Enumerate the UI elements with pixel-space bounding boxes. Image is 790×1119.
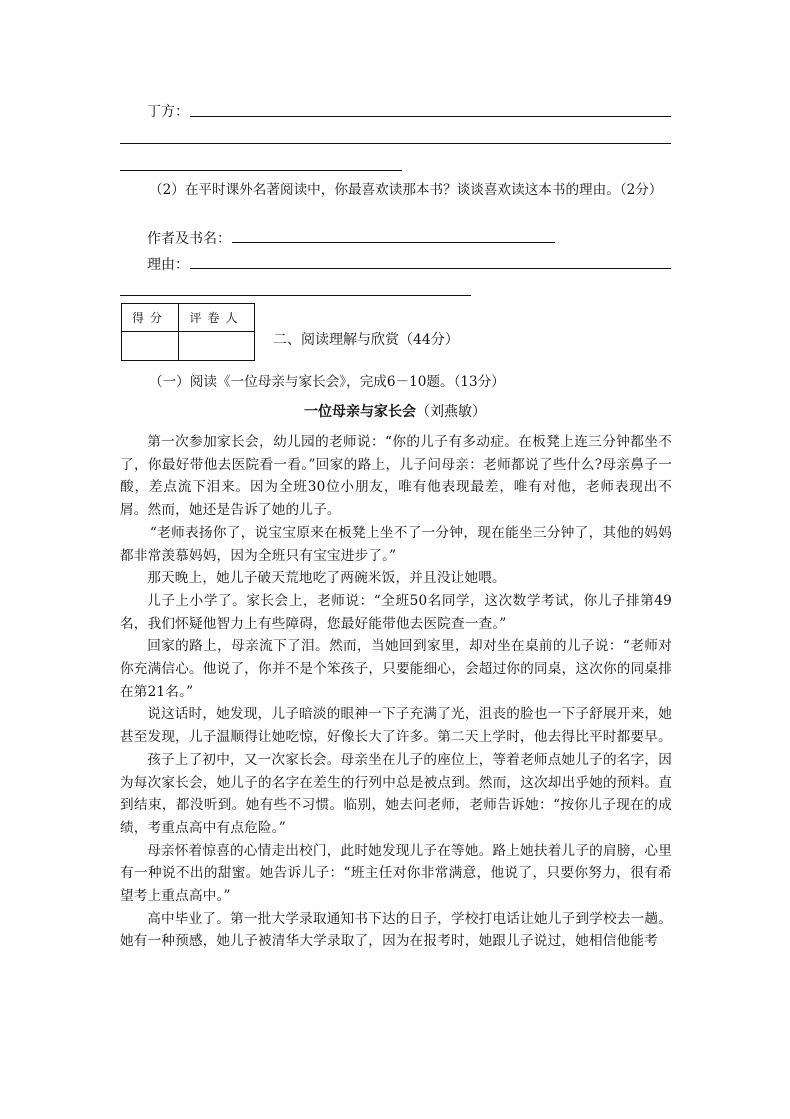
- score-table: [121, 303, 255, 361]
- author-answer-line[interactable]: [232, 242, 555, 243]
- reason-label: 理由：: [147, 257, 189, 273]
- question-2: （2）在平时课外名著阅读中，你最喜欢读那本书？谈谈喜欢读这本书的理由。（2分）: [149, 182, 663, 198]
- paragraph: “老师表扬你了，说宝宝原来在板凳上坐不了一分钟，现在能坐三分钟了，其他的妈妈都非常羡慕妈妈，因为全班只有宝宝进步了。”: [120, 524, 672, 564]
- answer-line-3[interactable]: [120, 170, 402, 171]
- paragraph: 高中毕业了。第一批大学录取通知书下达的日子，学校打电话让她儿子到学校去一趟。她有一种预感，她儿子被清华大学录取了，因为在报考时，她跟儿子说过，她相信他能考: [120, 910, 672, 950]
- paragraph: 第一次参加家长会，幼儿园的老师说：“你的儿子有多动症。在板凳上连三分钟都坐不了，你最好带他去医院看一看。”回家的路上，儿子问母亲：老师都说了些什么?母亲鼻子一酸，差点流下泪来。因为全班30位小朋友，唯有他表现最差，唯有对他，老师表现出不屑。然而，她还是告诉了她的儿子。: [120, 434, 672, 519]
- article-title: [0, 401, 790, 421]
- paragraph: 那天晚上，她儿子破天荒地吃了两碗米饭，并且没让她喂。: [147, 570, 506, 587]
- grader-header: 评卷人: [179, 304, 255, 332]
- score-cell[interactable]: [122, 332, 179, 361]
- paragraph: 说这话时，她发现，儿子暗淡的眼神一下子充满了光，沮丧的脸也一下子舒展开来，她甚至发现，儿子温顺得让她吃惊，好像长大了许多。第二天上学时，他去得比平时都要早。: [120, 706, 672, 746]
- paragraph: 儿子上小学了。家长会上，老师说：“全班50名同学，这次数学考试，你儿子排第49名，我们怀疑他智力上有些障碍，您最好能带他去医院查一查。”: [120, 592, 672, 632]
- paragraph: 回家的路上，母亲流下了泪。然而，当她回到家里，却对坐在桌前的儿子说：“老师对你充满信心。他说了，你并不是个笨孩子，只要能细心，会超过你的同桌，这次你的同桌排在第21名。”: [120, 638, 672, 700]
- section-subtitle: （一）阅读《一位母亲与家长会》，完成6－10题。（13分）: [149, 374, 505, 390]
- answer-line-2[interactable]: [120, 143, 671, 144]
- article-title-text: 一位母亲与家长会: [304, 404, 416, 420]
- author-label: 作者及书名：: [147, 231, 231, 247]
- reason-answer-line[interactable]: [190, 268, 671, 269]
- reason-answer-line-2[interactable]: [120, 295, 471, 296]
- paragraph: 孩子上了初中，又一次家长会。母亲坐在儿子的座位上，等着老师点她儿子的名字，因为每次家长会，她儿子的名字在差生的行列中总是被点到。然而，这次却出乎她的预料。直到结束，都没听到。她有些不习惯。临别，她去问老师，老师告诉她：“按你儿子现在的成绩，考重点高中有点危险。”: [120, 751, 672, 836]
- paragraph: 母亲怀着惊喜的心情走出校门，此时她发现儿子在等她。路上她扶着儿子的肩膀，心里有一种说不出的甜蜜。她告诉儿子：“班主任对你非常满意，他说了，只要你努力，很有希望考上重点高中。”: [120, 842, 672, 905]
- ding-answer-line[interactable]: [190, 116, 671, 117]
- ding-label: 丁方：: [147, 104, 189, 120]
- score-header: 得分: [122, 304, 179, 332]
- section-title: 二、阅读理解与欣赏（44分）: [273, 332, 459, 348]
- article-body: [120, 431, 672, 953]
- grader-cell[interactable]: [179, 332, 255, 361]
- article-author: （刘燕敏）: [416, 404, 486, 420]
